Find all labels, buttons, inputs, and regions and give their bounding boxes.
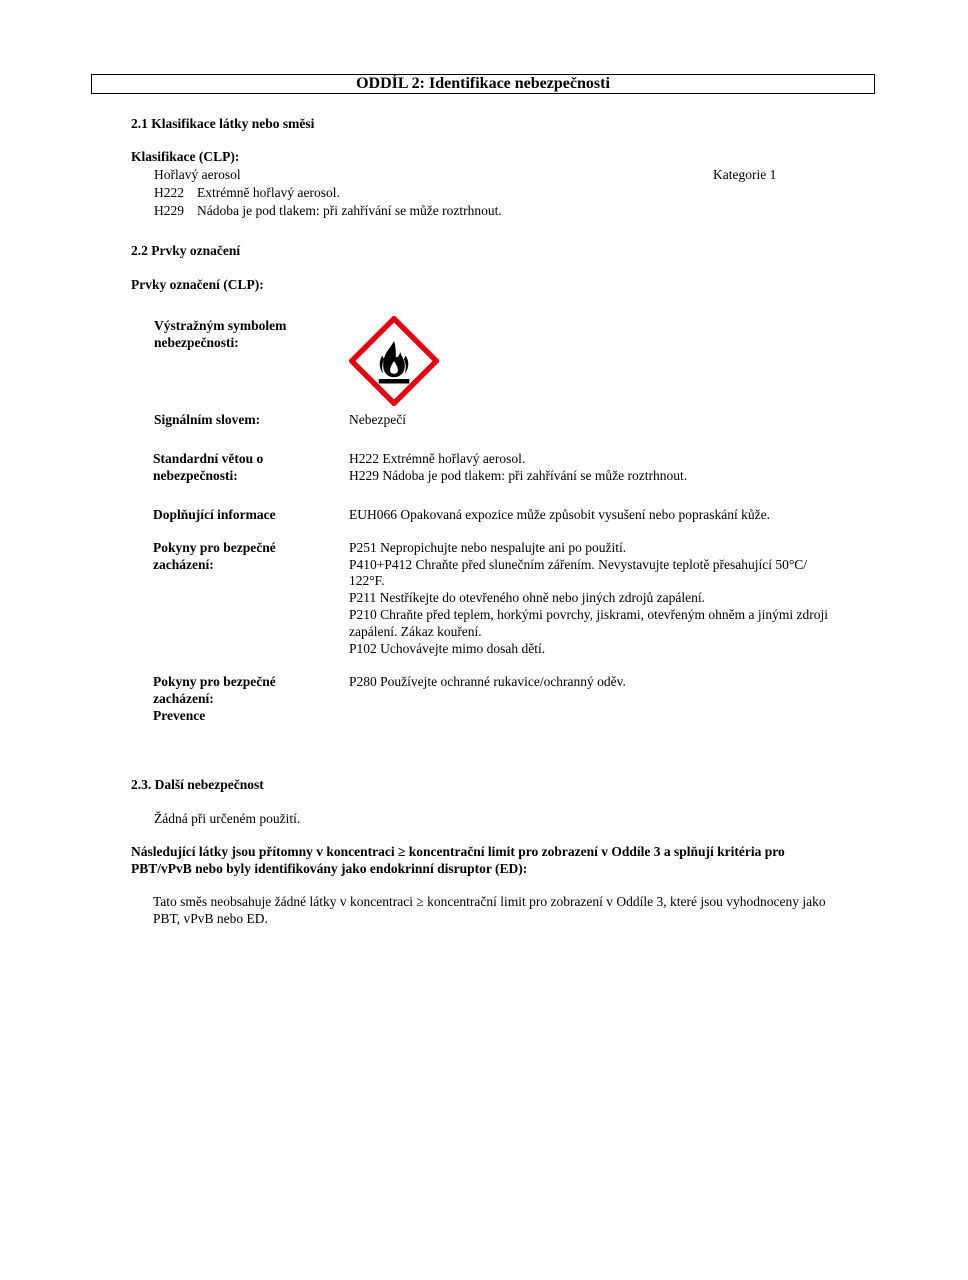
symbol-label: Výstražným symbolem (154, 318, 287, 333)
statement-text: Extrémně hořlavý aerosol. (197, 185, 340, 200)
supplemental-info-label: Doplňující informace (153, 507, 276, 522)
section-2-1-heading: 2.1 Klasifikace látky nebo směsi (131, 116, 315, 131)
precautionary-label: zacházení: (153, 557, 214, 572)
precautionary-statement: P251 Nepropichujte nebo nespalujte ani po použití. (349, 540, 627, 555)
other-hazards-text: Žádná při určeném použití. (154, 811, 301, 826)
precautionary-statement: P102 Uchovávejte mimo dosah dětí. (349, 641, 546, 656)
pbt-heading: Následující látky jsou přítomny v koncentraci ≥ koncentrační limit pro zobrazení v Oddíle 3 a splňují kritéria pro (131, 844, 785, 859)
precautionary-statement: P410+P412 Chraňte před slunečním zářením. Nevystavujte teplotě přesahující 50°C/ (349, 557, 808, 572)
section-header: ODDÍL 2: Identifikace nebezpečnosti (91, 74, 875, 94)
signal-word-label: Signálním slovem: (154, 412, 261, 427)
prevention-statement: P280 Používejte ochranné rukavice/ochranný oděv. (349, 674, 626, 689)
statement-text: Nádoba je pod tlakem: při zahřívání se může roztrhnout. (197, 203, 502, 218)
section-2-3-heading: 2.3. Další nebezpečnost (131, 777, 264, 792)
precautionary-statement: zapálení. Zákaz kouření. (349, 624, 482, 639)
pbt-text: PBT, vPvB nebo ED. (153, 911, 268, 926)
supplemental-info: EUH066 Opakovaná expozice může způsobit vysušení nebo popraskání kůže. (349, 507, 771, 522)
prevention-label: zacházení: (153, 691, 214, 706)
hazard-statement-label: nebezpečnosti: (153, 468, 238, 483)
hazard-statement-label: Standardní větou o (153, 451, 264, 466)
signal-word: Nebezpečí (349, 412, 406, 427)
precautionary-statement: P211 Nestříkejte do otevřeného ohně nebo jiných zdrojů zapálení. (349, 590, 706, 605)
prevention-label: Prevence (153, 708, 206, 723)
label-elements-clp-label: Prvky označení (CLP): (131, 277, 264, 292)
hazard-category: Kategorie 1 (713, 167, 777, 182)
precautionary-label: Pokyny pro bezpečné (153, 540, 276, 555)
pbt-text: Tato směs neobsahuje žádné látky v koncentraci ≥ koncentrační limit pro zobrazení v Oddíle 3, které jsou vyhodnoceny jako (153, 894, 826, 909)
classification-clp-label: Klasifikace (CLP): (131, 149, 240, 164)
hazard-statement: H229 Nádoba je pod tlakem: při zahřívání se může roztrhnout. (349, 468, 688, 483)
hazard-class: Hořlavý aerosol (154, 167, 241, 182)
precautionary-statement: P210 Chraňte před teplem, horkými povrchy, jiskrami, otevřeným ohněm a jinými zdroji (349, 607, 829, 622)
hazard-statement: H222 Extrémně hořlavý aerosol. (349, 451, 526, 466)
symbol-label: nebezpečnosti: (154, 335, 239, 350)
section-2-2-heading: 2.2 Prvky označení (131, 243, 241, 258)
pbt-heading: PBT/vPvB nebo byly identifikovány jako endokrinní disruptor (ED): (131, 861, 528, 876)
prevention-label: Pokyny pro bezpečné (153, 674, 276, 689)
flame-pictogram-icon (349, 316, 439, 406)
statement-code: H229 (154, 203, 184, 218)
precautionary-statement: 122°F. (349, 573, 385, 588)
statement-code: H222 (154, 185, 184, 200)
